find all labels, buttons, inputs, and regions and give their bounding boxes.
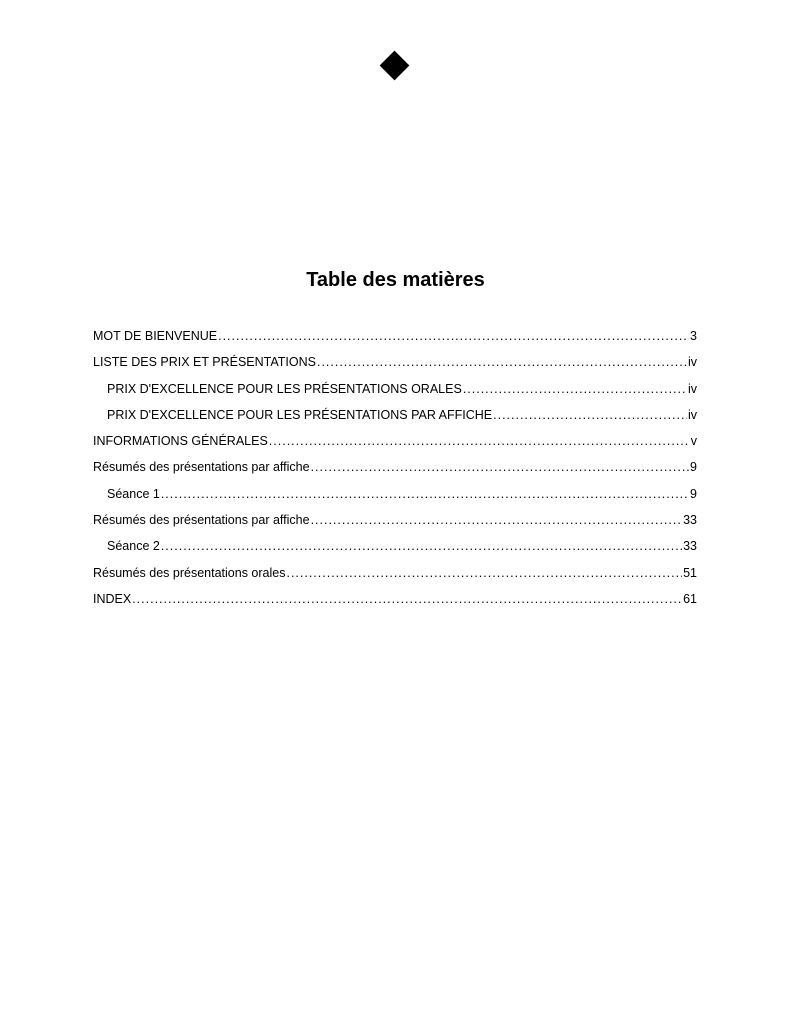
- table-of-contents: [93, 326, 697, 615]
- toc-dot-leader: [161, 536, 682, 556]
- toc-dot-leader: [463, 379, 687, 399]
- toc-entry-prix-affiche[interactable]: [93, 405, 697, 431]
- toc-entry-label: LISTE DES PRIX ET PRÉSENTATIONS: [93, 355, 316, 370]
- toc-entry-label: PRIX D'EXCELLENCE POUR LES PRÉSENTATIONS ORALES: [107, 381, 462, 396]
- toc-entry-informations-generales[interactable]: [93, 431, 697, 457]
- toc-entry-label: PRIX D'EXCELLENCE POUR LES PRÉSENTATIONS PAR AFFICHE: [107, 407, 493, 422]
- toc-entry-page: iv: [687, 407, 697, 422]
- toc-entry-label: Résumés des présentations par affiche: [93, 460, 310, 475]
- toc-dot-leader: [218, 326, 689, 346]
- toc-dot-leader: [317, 352, 687, 372]
- toc-entry-label: Séance 1: [107, 486, 160, 501]
- toc-entry-page: iv: [687, 381, 697, 396]
- toc-entry-resumes-affiche-2[interactable]: [93, 510, 697, 536]
- toc-dot-leader: [311, 457, 689, 477]
- toc-entry-label: MOT DE BIENVENUE: [93, 329, 218, 343]
- toc-entry-page: 9: [690, 460, 697, 475]
- toc-entry-seance-2[interactable]: [93, 536, 697, 562]
- toc-dot-leader: [161, 484, 689, 504]
- toc-dot-leader: [286, 563, 682, 583]
- toc-entry-page: 9: [690, 486, 697, 501]
- toc-entry-page: 51: [683, 565, 697, 580]
- page-title: Table des matières: [306, 269, 485, 291]
- toc-entry-page: 61: [683, 591, 697, 606]
- toc-dot-leader: [311, 510, 683, 530]
- toc-dot-leader: [269, 431, 690, 451]
- toc-entry-label: Résumés des présentations orales: [93, 565, 286, 580]
- toc-entry-resumes-affiche-1[interactable]: [93, 457, 697, 483]
- toc-entry-page: v: [690, 434, 697, 449]
- toc-entry-index[interactable]: [93, 589, 697, 615]
- toc-dot-leader: [493, 405, 687, 425]
- toc-entry-label: INFORMATIONS GÉNÉRALES: [93, 434, 268, 449]
- toc-entry-label: INDEX: [93, 591, 132, 606]
- toc-entry-page: iv: [687, 355, 697, 370]
- toc-entry-mot-de-bienvenue[interactable]: [93, 326, 697, 352]
- toc-entry-label: Résumés des présentations par affiche: [93, 513, 310, 528]
- toc-entry-liste-des-prix[interactable]: [93, 352, 697, 378]
- diamond-icon: [380, 51, 410, 81]
- toc-entry-resumes-orales[interactable]: [93, 563, 697, 589]
- toc-entry-prix-orales[interactable]: [93, 379, 697, 405]
- toc-entry-label: Séance 2: [107, 539, 160, 554]
- toc-dot-leader: [132, 589, 682, 609]
- toc-entry-seance-1[interactable]: [93, 484, 697, 510]
- toc-entry-page: 3: [690, 329, 697, 343]
- toc-entry-page: 33: [683, 539, 697, 554]
- toc-entry-page: 33: [683, 513, 697, 528]
